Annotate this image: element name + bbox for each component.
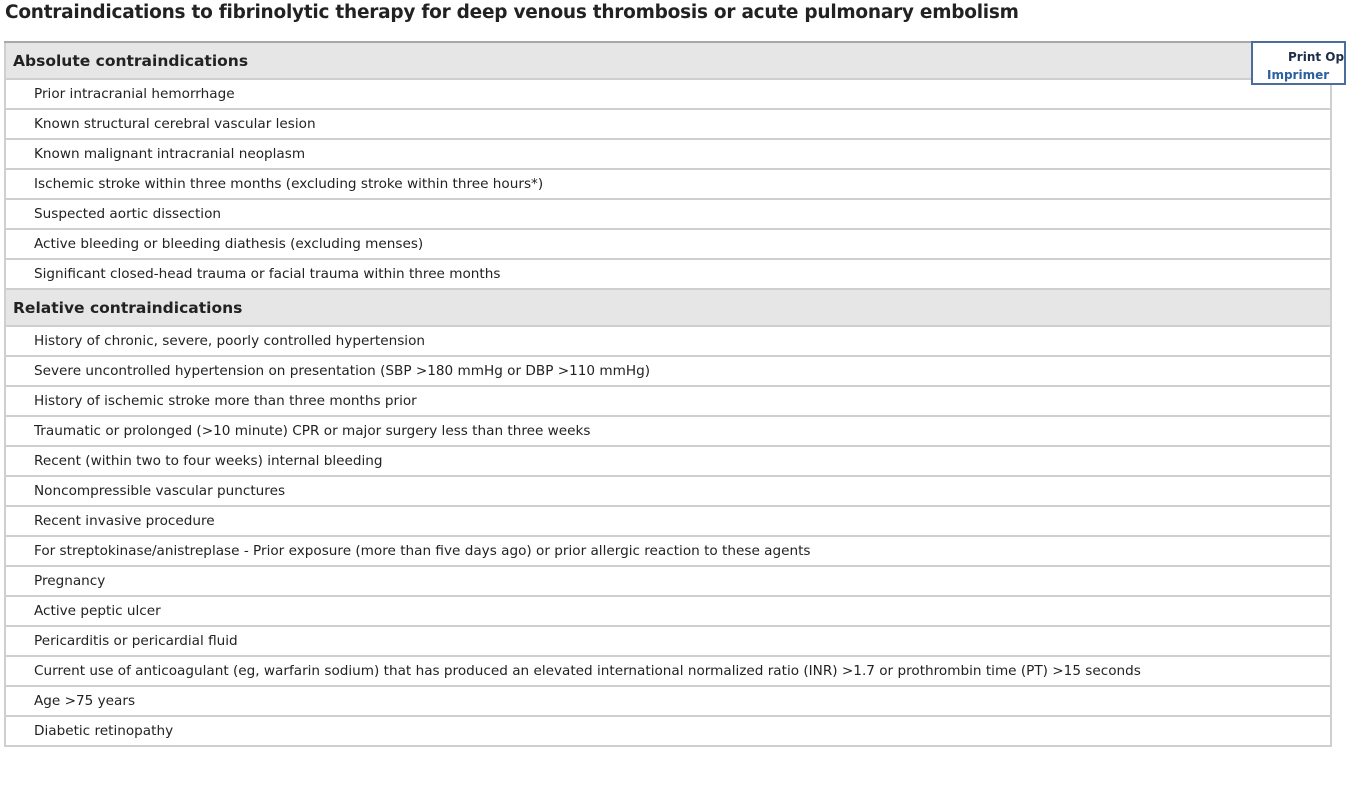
- table-row: [5, 656, 1331, 686]
- table-cell: Pregnancy: [5, 566, 1331, 596]
- table-cell: History of ischemic stroke more than three months prior: [5, 386, 1331, 416]
- table-row: [5, 446, 1331, 476]
- table-cell: Diabetic retinopathy: [5, 716, 1331, 746]
- table-cell: Suspected aortic dissection: [5, 199, 1331, 229]
- table-cell: Recent (within two to four weeks) internal bleeding: [5, 446, 1331, 476]
- section-header-relative: [5, 289, 1331, 326]
- page-title: Contraindications to fibrinolytic therapy for deep venous thrombosis or acute pulmonary embolism: [5, 2, 1019, 23]
- section-heading: Relative contraindications: [5, 289, 1331, 326]
- table-row: [5, 356, 1331, 386]
- contraindications-table: [4, 41, 1332, 747]
- table-cell: Traumatic or prolonged (>10 minute) CPR or major surgery less than three weeks: [5, 416, 1331, 446]
- table-cell: History of chronic, severe, poorly controlled hypertension: [5, 326, 1331, 356]
- table-row: [5, 476, 1331, 506]
- contraindications-table-container: [4, 41, 1332, 747]
- table-row: [5, 686, 1331, 716]
- table-row: [5, 109, 1331, 139]
- table-cell: Active peptic ulcer: [5, 596, 1331, 626]
- table-cell: Current use of anticoagulant (eg, warfarin sodium) that has produced an elevated international normalized ratio (INR) >1.7 or prothrombin time (PT) >15 seconds: [5, 656, 1331, 686]
- table-cell: Noncompressible vascular punctures: [5, 476, 1331, 506]
- table-cell: Age >75 years: [5, 686, 1331, 716]
- table-row: [5, 416, 1331, 446]
- table-cell: Prior intracranial hemorrhage: [5, 79, 1331, 109]
- table-cell: Known structural cerebral vascular lesion: [5, 109, 1331, 139]
- table-row: [5, 139, 1331, 169]
- table-row: [5, 716, 1331, 746]
- table-row: [5, 626, 1331, 656]
- table-row: [5, 596, 1331, 626]
- table-cell: Known malignant intracranial neoplasm: [5, 139, 1331, 169]
- table-row: [5, 169, 1331, 199]
- table-cell: Severe uncontrolled hypertension on presentation (SBP >180 mmHg or DBP >110 mmHg): [5, 356, 1331, 386]
- table-cell: For streptokinase/anistreplase - Prior exposure (more than five days ago) or prior allergic reaction to these agents: [5, 536, 1331, 566]
- table-cell: Pericarditis or pericardial fluid: [5, 626, 1331, 656]
- print-options-button[interactable]: [1251, 41, 1346, 85]
- table-cell: Significant closed-head trauma or facial trauma within three months: [5, 259, 1331, 289]
- table-cell: Recent invasive procedure: [5, 506, 1331, 536]
- print-options-label: Print Op: [1288, 50, 1345, 64]
- imprimer-label: Imprimer: [1267, 68, 1330, 82]
- table-cell: Ischemic stroke within three months (excluding stroke within three hours*): [5, 169, 1331, 199]
- table-row: [5, 229, 1331, 259]
- table-row: [5, 566, 1331, 596]
- table-row: [5, 386, 1331, 416]
- table-row: [5, 536, 1331, 566]
- section-heading: Absolute contraindications: [5, 42, 1331, 79]
- section-header-absolute: [5, 42, 1331, 79]
- table-cell: Active bleeding or bleeding diathesis (excluding menses): [5, 229, 1331, 259]
- table-row: [5, 326, 1331, 356]
- table-row: [5, 259, 1331, 289]
- table-row: [5, 506, 1331, 536]
- table-row: [5, 79, 1331, 109]
- table-row: [5, 199, 1331, 229]
